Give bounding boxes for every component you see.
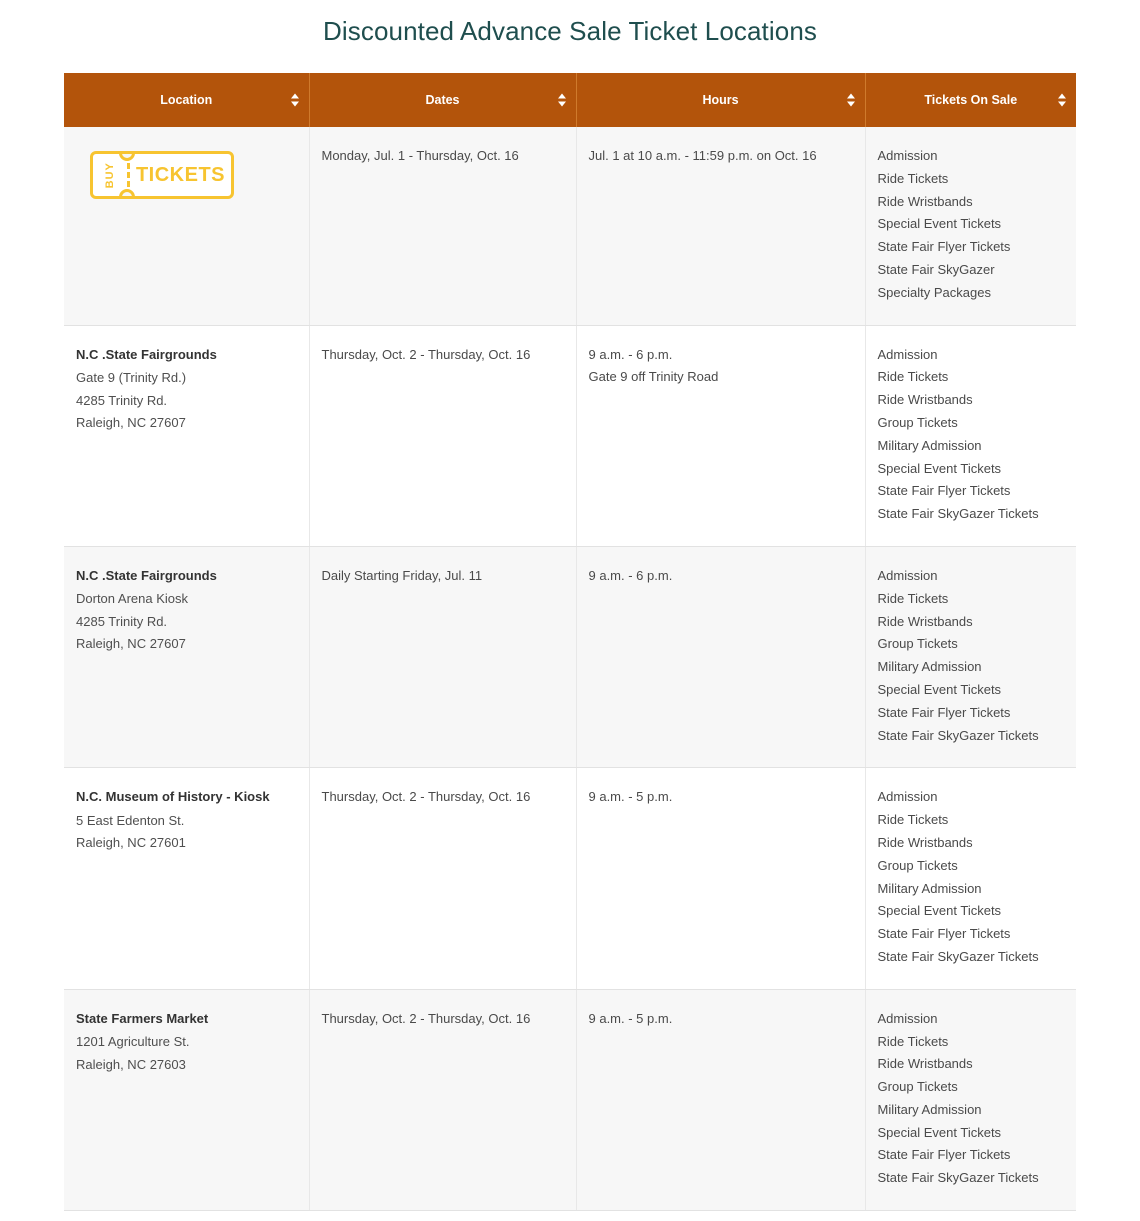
location-address-line: Gate 9 (Trinity Rd.) (76, 370, 187, 386)
list-item: State Fair SkyGazer Tickets (877, 506, 1039, 522)
list-item: Ride Wristbands (877, 193, 973, 209)
location-address-line: Dorton Arena Kiosk (76, 591, 189, 607)
list-item: Ride Tickets (877, 1033, 949, 1049)
list-item: Special Event Tickets (877, 1124, 1002, 1140)
hours-line: 9 a.m. - 5 p.m. (588, 789, 673, 805)
location-name: N.C .State Fairgrounds (76, 567, 217, 583)
dates-line: Thursday, Oct. 2 - Thursday, Oct. 16 (321, 346, 531, 362)
list-item: Admission (877, 567, 938, 583)
list-item: Special Event Tickets (877, 903, 1002, 919)
list-item: Military Admission (877, 437, 982, 453)
table-row (64, 768, 1076, 989)
column-header-tickets-on-sale-label: Tickets On Sale (924, 93, 1018, 107)
list-item: Group Tickets (877, 857, 958, 873)
hours-cell (576, 768, 865, 989)
list-item: Military Admission (877, 880, 982, 896)
hours-cell (576, 325, 865, 546)
table-row (64, 989, 1076, 1210)
list-item: Admission (877, 1010, 938, 1026)
list-item: Ride Wristbands (877, 834, 973, 850)
list-item: Special Event Tickets (877, 681, 1002, 697)
hours-cell (576, 546, 865, 767)
sort-ascending-icon[interactable] (291, 94, 299, 99)
ticket-list (878, 145, 1065, 305)
location-address-line: Raleigh, NC 27603 (76, 1056, 186, 1072)
list-item: Specialty Packages (877, 284, 991, 300)
dates-cell (309, 325, 576, 546)
list-item: Admission (877, 148, 938, 163)
column-header-hours[interactable] (576, 73, 865, 127)
ticket-list (878, 786, 1065, 968)
location-name: N.C. Museum of History - Kiosk (76, 789, 270, 805)
sort-descending-icon[interactable] (291, 102, 299, 107)
list-item: Admission (877, 346, 938, 362)
hours-line: Jul. 1 at 10 a.m. - 11:59 p.m. on Oct. 16 (588, 148, 817, 163)
ticket-main-label: TICKETS (135, 163, 226, 186)
hours-cell (576, 127, 865, 325)
ticket-stub (93, 154, 130, 196)
location-address-line: 4285 Trinity Rd. (76, 392, 168, 408)
list-item: Group Tickets (877, 636, 958, 652)
location-cell (64, 546, 309, 767)
list-item: State Fair Flyer Tickets (877, 704, 1011, 720)
dates-cell (309, 546, 576, 767)
sort-arrows-icon[interactable] (291, 94, 299, 107)
location-address-line: 4285 Trinity Rd. (76, 613, 168, 629)
column-header-dates[interactable] (309, 73, 576, 127)
list-item: Ride Wristbands (877, 613, 973, 629)
sort-ascending-icon[interactable] (1058, 94, 1066, 99)
dates-cell (309, 989, 576, 1210)
table-row (64, 325, 1076, 546)
location-address-line: 5 East Edenton St. (76, 812, 185, 828)
list-item: Group Tickets (877, 414, 958, 430)
dates-line: Thursday, Oct. 2 - Thursday, Oct. 16 (321, 789, 531, 805)
ticket-list (878, 565, 1065, 747)
list-item: State Fair Flyer Tickets (877, 239, 1011, 255)
dates-line: Daily Starting Friday, Jul. 11 (321, 567, 483, 583)
list-item: Special Event Tickets (877, 216, 1002, 232)
sort-descending-icon[interactable] (847, 102, 855, 107)
sort-arrows-icon[interactable] (558, 94, 566, 107)
table-body (64, 127, 1076, 1211)
location-address-line: Raleigh, NC 27607 (76, 415, 186, 431)
list-item: Military Admission (877, 659, 982, 675)
list-item: Group Tickets (877, 1079, 958, 1095)
location-name: N.C .State Fairgrounds (76, 346, 217, 362)
buy-tickets-ticket-icon (90, 151, 234, 199)
ticket-locations-table-wrapper (64, 73, 1076, 1211)
list-item: Ride Wristbands (877, 1056, 973, 1072)
location-cell (64, 989, 309, 1210)
ticket-list (878, 344, 1065, 526)
sort-descending-icon[interactable] (558, 102, 566, 107)
ticket-main (130, 154, 231, 196)
tickets-cell (865, 127, 1076, 325)
table-row (64, 546, 1076, 767)
dates-line: Thursday, Oct. 2 - Thursday, Oct. 16 (321, 1010, 531, 1026)
list-item: Ride Tickets (877, 170, 949, 186)
table-row (64, 127, 1076, 325)
table-header (64, 73, 1076, 127)
dates-cell (309, 127, 576, 325)
column-header-location-label: Location (160, 93, 213, 107)
column-header-location[interactable] (64, 73, 309, 127)
location-cell (64, 127, 309, 325)
list-item: State Fair Flyer Tickets (877, 483, 1011, 499)
sort-descending-icon[interactable] (1058, 102, 1066, 107)
location-cell (64, 768, 309, 989)
list-item: Special Event Tickets (877, 460, 1002, 476)
list-item: State Fair SkyGazer Tickets (877, 1170, 1039, 1186)
list-item: Ride Wristbands (877, 392, 973, 408)
page-title: Discounted Advance Sale Ticket Locations (323, 16, 817, 46)
list-item: State Fair Flyer Tickets (877, 1147, 1011, 1163)
column-header-tickets-on-sale[interactable] (865, 73, 1076, 127)
list-item: Ride Tickets (877, 369, 949, 385)
location-cell (64, 325, 309, 546)
hours-line: 9 a.m. - 5 p.m. (588, 1010, 673, 1026)
dates-line: Monday, Jul. 1 - Thursday, Oct. 16 (321, 148, 519, 163)
sort-ascending-icon[interactable] (558, 94, 566, 99)
list-item: State Fair SkyGazer Tickets (877, 727, 1039, 743)
tickets-cell (865, 989, 1076, 1210)
list-item: Admission (877, 789, 938, 805)
location-address-line: 1201 Agriculture St. (76, 1034, 190, 1050)
location-name: State Farmers Market (76, 1010, 209, 1026)
list-item: Ride Tickets (877, 812, 949, 828)
tickets-cell (865, 325, 1076, 546)
list-item: Ride Tickets (877, 590, 949, 606)
list-item: Military Admission (877, 1101, 982, 1117)
sort-arrows-icon[interactable] (847, 94, 855, 107)
ticket-locations-table (64, 73, 1076, 1211)
hours-line: 9 a.m. - 6 p.m. (588, 346, 673, 362)
list-item: State Fair SkyGazer Tickets (877, 948, 1039, 964)
location-address-line: Raleigh, NC 27601 (76, 835, 186, 851)
tickets-cell (865, 768, 1076, 989)
dates-cell (309, 768, 576, 989)
sort-ascending-icon[interactable] (847, 94, 855, 99)
hours-note: Gate 9 off Trinity Road (588, 369, 719, 385)
hours-line: 9 a.m. - 6 p.m. (588, 567, 673, 583)
table-header-row (64, 73, 1076, 127)
column-header-dates-label: Dates (425, 93, 460, 107)
location-address-line: Raleigh, NC 27607 (76, 636, 186, 652)
tickets-cell (865, 546, 1076, 767)
list-item: State Fair SkyGazer (877, 261, 995, 277)
column-header-hours-label: Hours (702, 93, 739, 107)
hours-cell (576, 989, 865, 1210)
sort-arrows-icon[interactable] (1058, 94, 1066, 107)
list-item: State Fair Flyer Tickets (877, 926, 1011, 942)
ticket-list (878, 1008, 1065, 1190)
ticket-stub-label: BUY (103, 161, 116, 189)
